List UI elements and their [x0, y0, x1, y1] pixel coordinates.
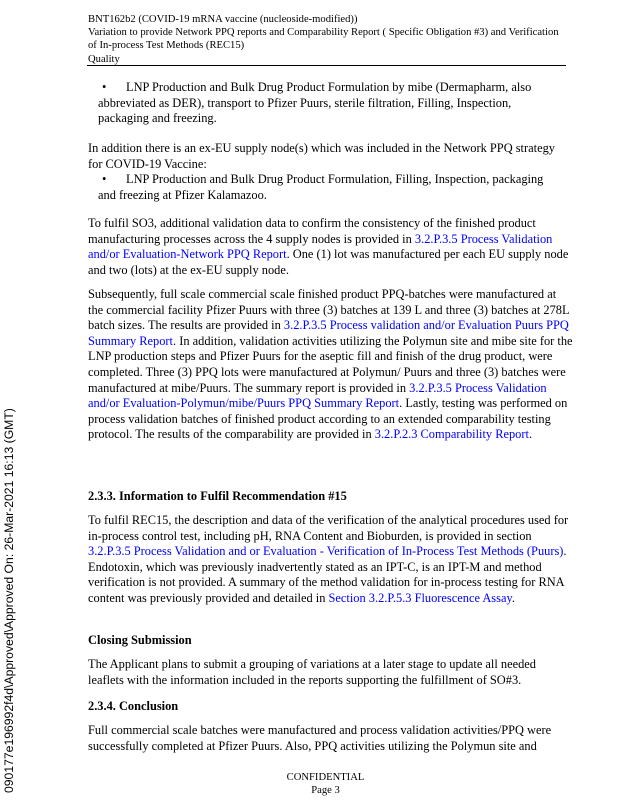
paragraph-rec15 — [88, 513, 576, 607]
paragraph-text: To fulfil SO3, additional validation data to confirm the consistency of the finished product manufacturing processes across the 4 supply nodes is provided in — [88, 216, 536, 246]
paragraph-text: . In addition, validation activities utilizing the Polymun site and mibe site for the LNP production steps and Pfizer Puurs for the aseptic fill and finish of the drug product, were completed. Three (3) PPQ lots were manufactured at Polymun/ Puurs and three (3) batches were manufactured at mibe/Puurs. The summary report is provided in — [88, 333, 573, 395]
link-network-ppq-report[interactable]: 3.2.P.3.5 Process Validation and/or Evaluation-Network PPQ Report — [88, 231, 553, 262]
header-product: BNT162b2 (COVID-19 mRNA vaccine (nucleoside-modified)) — [88, 14, 358, 25]
approval-stamp: 090177e196992f4d\Approved\Approved On: 26-Mar-2021 16:13 (GMT) — [2, 408, 16, 793]
link-puurs-ppq-report[interactable]: 3.2.P.3.5 Process validation and/or Evaluation Puurs PPQ Summary Report — [88, 318, 569, 348]
link-comparability-report[interactable]: 3.2.P.2.3 Comparability Report — [374, 427, 529, 442]
bullet-icon: • — [102, 172, 107, 186]
paragraph-text: . — [511, 590, 515, 605]
paragraph-subsequently — [88, 287, 574, 443]
paragraph-text: Subsequently, full scale commercial scale finished product PPQ-batches were manufactured at the commercial facility Pfizer Puurs with three (3) batches at 139 L and three (3) batches at 278L batch sizes. The results are provided in — [88, 287, 570, 333]
header-section: Quality — [88, 53, 120, 65]
section-heading-2-3-3: 2.3.3. Information to Fulfil Recommendation #15 — [88, 489, 347, 503]
paragraph-text: . One (1) lot was manufactured per each EU supply node and two (lots) at the ex-EU supply node. — [88, 247, 569, 277]
paragraph-conclusion: Full commercial scale batches were manufactured and process validation activities/PPQ were successfully completed at Pfizer Puurs. Also, PPQ activities utilizing the Polymun site and — [88, 723, 552, 753]
paragraph-so3 — [88, 216, 573, 278]
paragraph-text: To fulfil REC15, the description and data of the verification of the analytical procedures used for in-process control test, including pH, RNA Content and Bioburden, is provided in section — [88, 513, 569, 543]
bullet-text-continued: abbreviated as DER), transport to Pfizer Puurs, sterile filtration, Filling, Inspection, packaging and freezing. — [98, 95, 512, 126]
bullet-text: LNP Production and Bulk Drug Product Formulation by mibe (Dermapharm, also — [126, 80, 532, 94]
bullet-item-mibe — [88, 80, 568, 127]
bullet-item-kalamazoo — [88, 172, 568, 203]
paragraph-closing: The Applicant plans to submit a grouping of variations at a later stage to update all needed leaflets with the information included in the reports supporting the fulfillment of SO#3. — [88, 657, 536, 687]
header-variation: Variation to provide Network PPQ reports and Comparability Report ( Specific Obligation #3) and Verification of In-process Test Methods (REC15) — [88, 27, 559, 52]
bullet-text-continued: and freezing at Pfizer Kalamazoo. — [98, 187, 267, 202]
document-header — [88, 13, 566, 66]
paragraph-text: . Lastly, testing was performed on process validation batches of finished product according to an extended comparability testing protocol. The results of the comparability are provided in — [88, 396, 568, 442]
bullet-text: LNP Production and Bulk Drug Product Formulation, Filling, Inspection, packaging — [126, 172, 544, 186]
heading-closing-submission: Closing Submission — [88, 633, 192, 647]
link-verification-ipt-methods[interactable]: 3.2.P.3.5 Process Validation and or Evaluation - Verification of In-Process Test Methods (Puurs) — [88, 544, 564, 559]
link-polymun-mibe-puurs-report[interactable]: 3.2.P.3.5 Process Validation and/or Evaluation-Polymun/mibe/Puurs PPQ Summary Report — [88, 380, 547, 411]
header-divider — [87, 65, 566, 66]
section-heading-2-3-4: 2.3.4. Conclusion — [88, 699, 179, 713]
paragraph-text: . Endotoxin, which was previously inadvertently stated as an IPT-C, is an IPT-M and method verification is not provided. A summary of the method validation for in-process testing for RNA content was previously provided and detailed in — [88, 544, 567, 605]
paragraph-text: . — [528, 427, 533, 442]
link-fluorescence-assay[interactable]: Section 3.2.P.5.3 Fluorescence Assay — [328, 590, 512, 605]
bullet-icon: • — [102, 80, 107, 94]
paragraph-ex-eu: In addition there is an ex-EU supply node(s) which was included in the Network PPQ strategy for COVID-19 Vaccine: — [88, 141, 555, 171]
footer-confidential: CONFIDENTIAL — [286, 772, 365, 783]
footer-page-number: Page 3 — [311, 785, 340, 796]
